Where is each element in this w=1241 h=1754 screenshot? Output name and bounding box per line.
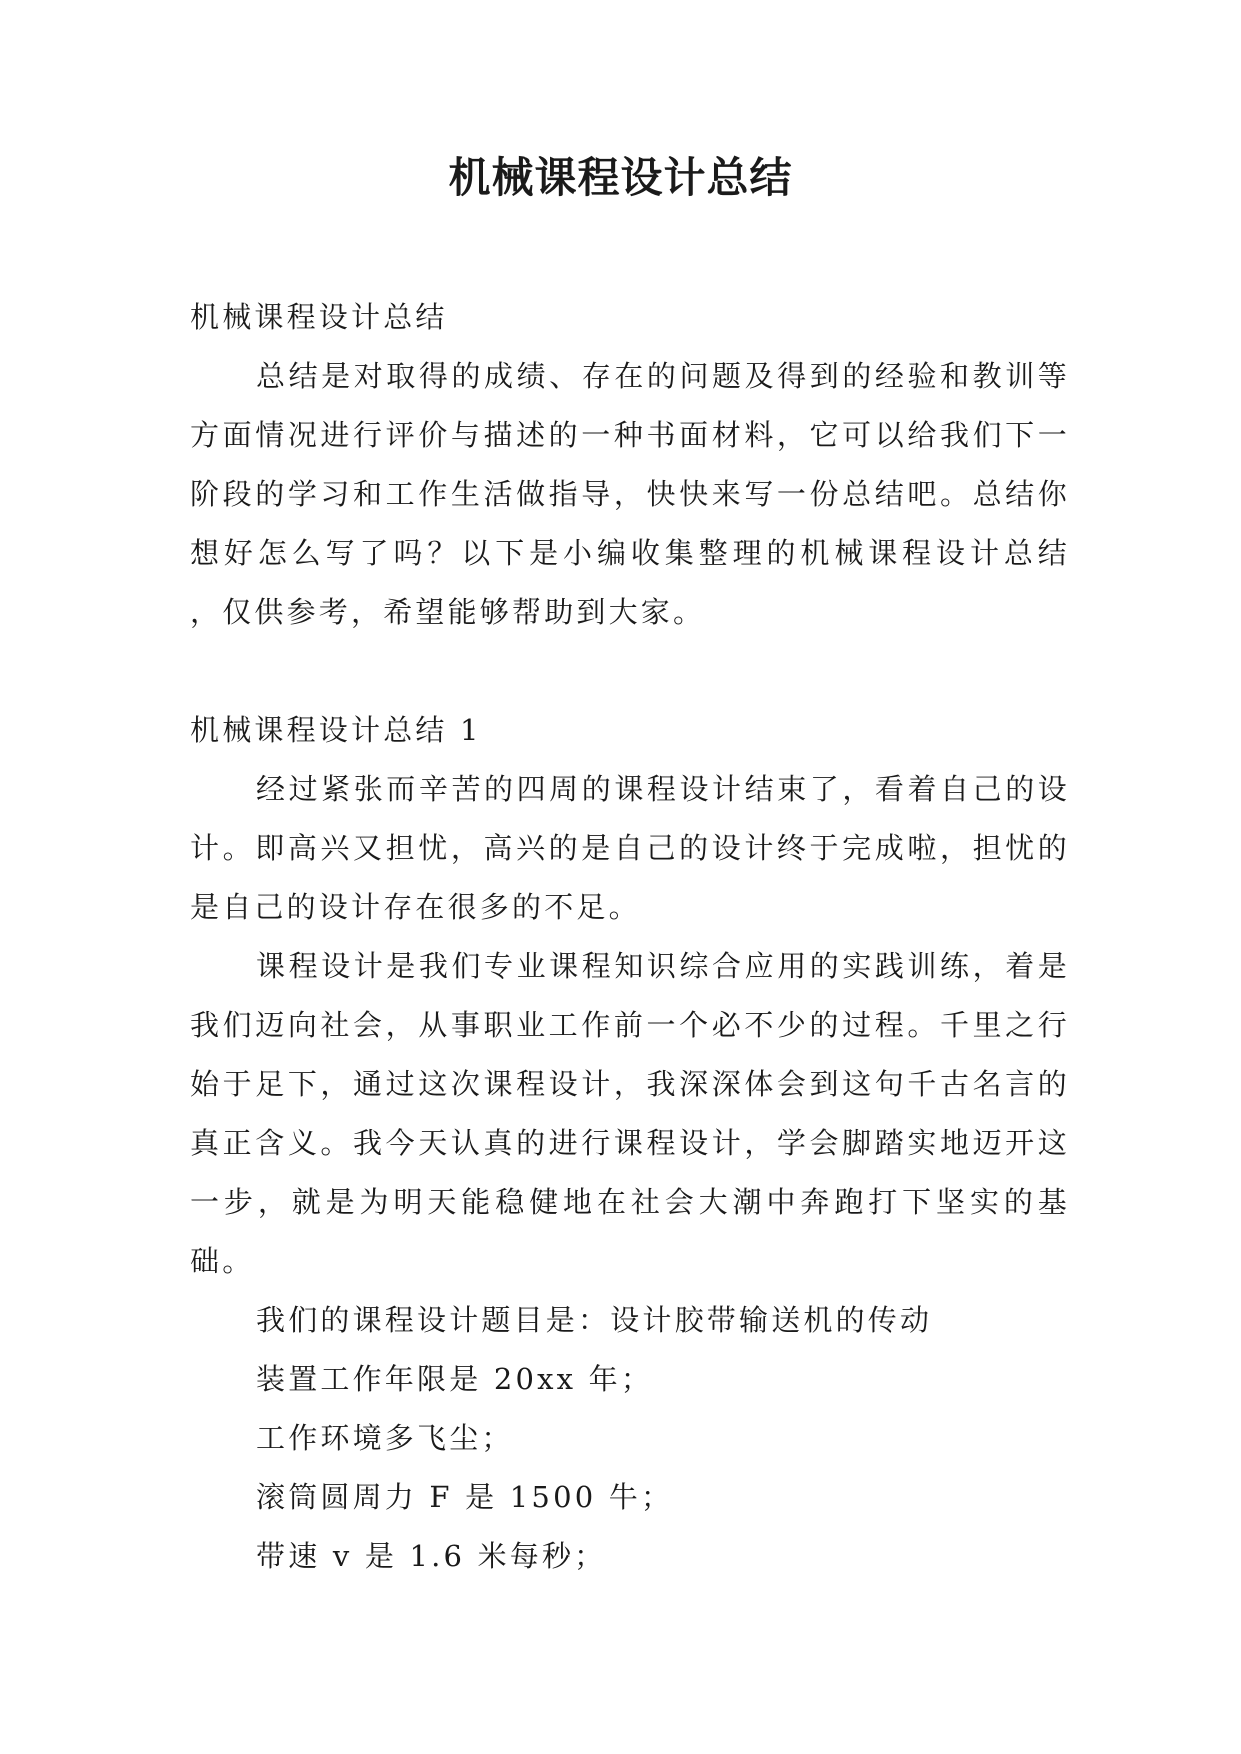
document-body	[190, 288, 1070, 1586]
document-title: 机械课程设计总结	[448, 153, 793, 202]
section1-paragraph: 课程设计是我们专业课程知识综合应用的实践训练，着是我们迈向社会，从事职业工作前一个必不少的过程。千里之行始于足下，通过这次课程设计，我深深体会到这句千古名言的真正含义。我今天认真的进行课程设计，学会脚踏实地迈开这一步，就是为明天能稳健地在社会大潮中奔跑打下坚实的基础。	[190, 949, 1070, 1278]
section1-paragraph: 经过紧张而辛苦的四周的课程设计结束了，看着自己的设计。即高兴又担忧，高兴的是自己的设计终于完成啦，担忧的是自己的设计存在很多的不足。	[190, 772, 1070, 924]
section1-paragraph: 工作环境多飞尘；	[256, 1421, 514, 1455]
section1-paragraph: 滚筒圆周力 F 是 1500 牛；	[256, 1480, 674, 1514]
intro-paragraph: 总结是对取得的成绩、存在的问题及得到的经验和教训等方面情况进行评价与描述的一种书面材料，它可以给我们下一阶段的学习和工作生活做指导，快快来写一份总结吧。总结你想好怎么写了吗？以下是小编收集整理的机械课程设计总结 ，仅供参考，希望能够帮助到大家。	[190, 359, 1070, 629]
intro-heading: 机械课程设计总结	[190, 300, 448, 334]
section1-paragraph: 带速 v 是 1.6 米每秒；	[256, 1539, 607, 1573]
section1-paragraph: 装置工作年限是 20xx 年；	[256, 1362, 654, 1396]
section-spacer	[190, 642, 1070, 701]
section1-heading: 机械课程设计总结 1	[190, 713, 482, 747]
section1-paragraph: 我们的课程设计题目是：设计胶带输送机的传动	[256, 1303, 933, 1337]
